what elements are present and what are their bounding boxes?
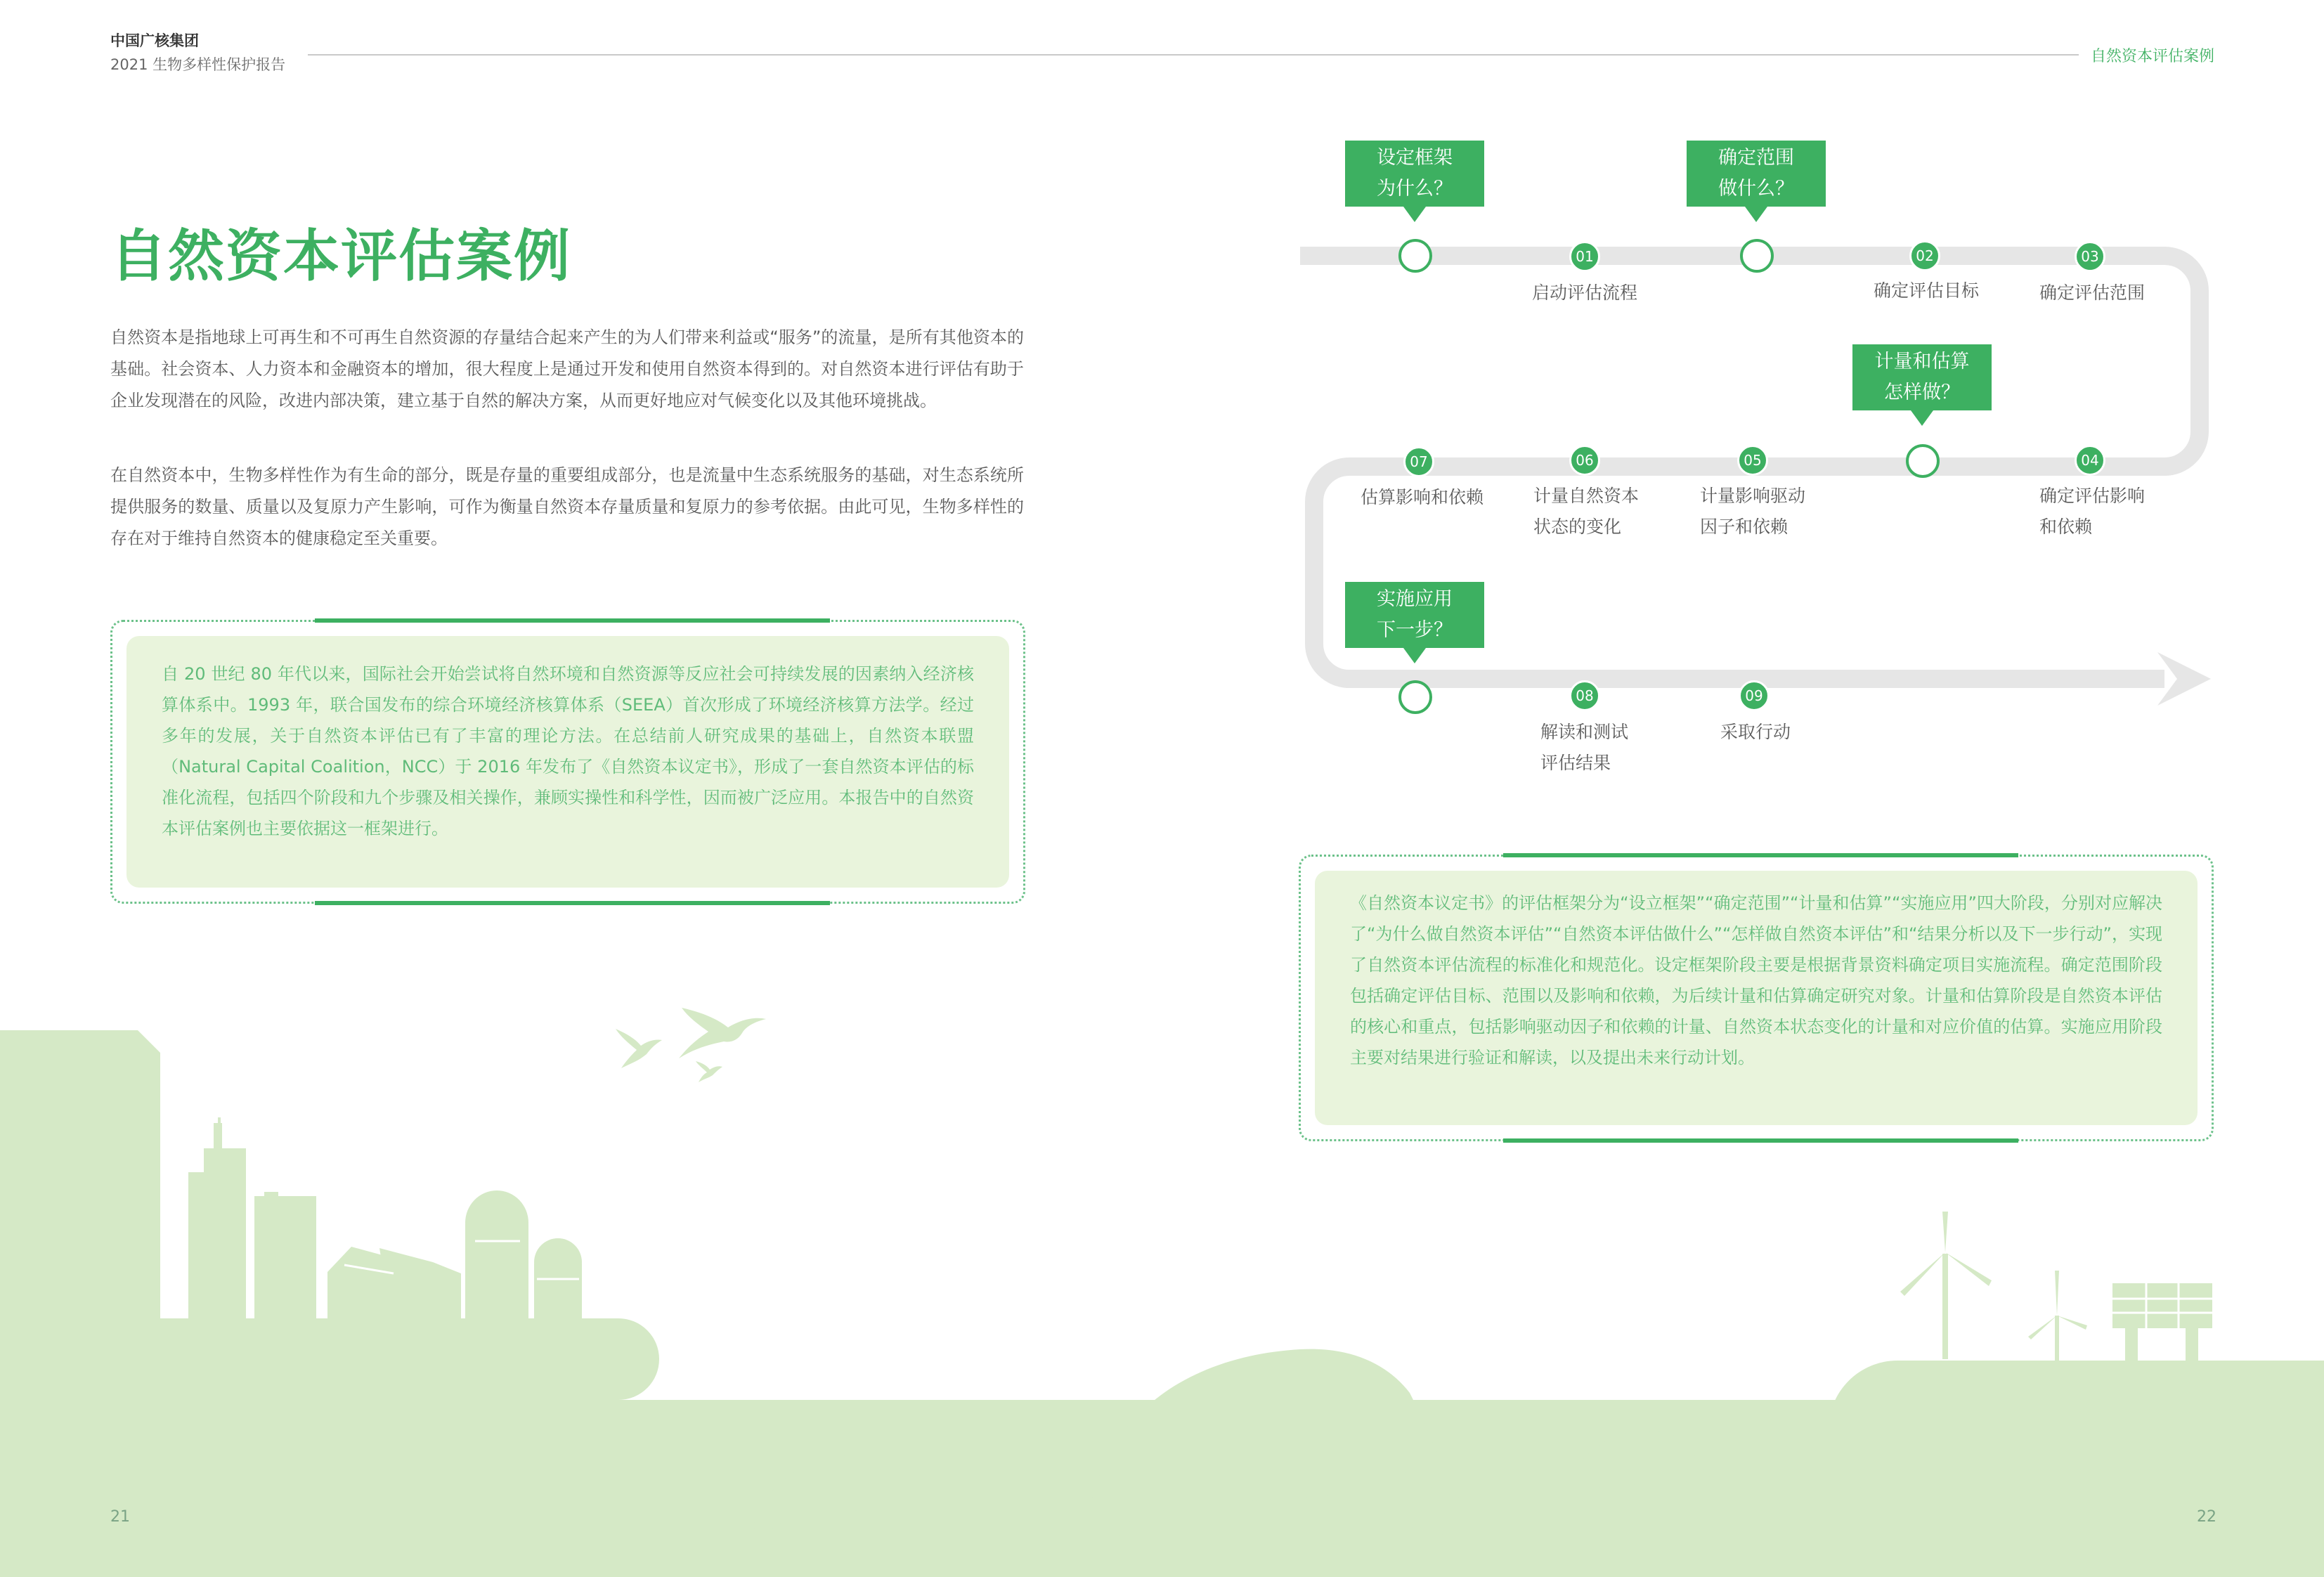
stage-callout-line-1: 计量和估算: [1874, 351, 1970, 372]
stage-callout-line-2: 做什么？: [1718, 178, 1794, 200]
step-number-02: 02: [1909, 240, 1940, 271]
framework-box-inner: [1315, 871, 2198, 1125]
step-label-05: [1700, 481, 1805, 543]
stage-callout-measure: [1852, 344, 1992, 410]
step-label-01: [1532, 278, 1637, 309]
step-number-07: 07: [1403, 446, 1434, 477]
stage-callout-apply: [1345, 582, 1484, 648]
step-number-01: 01: [1569, 241, 1600, 272]
stage-marker-framework: [1398, 239, 1432, 273]
step-number-05: 05: [1737, 445, 1768, 476]
stage-callout-line-2: 下一步？: [1377, 619, 1453, 641]
stage-callout-line-2: 怎样做？: [1884, 382, 1960, 403]
step-label-04: [2039, 481, 2145, 543]
stage-callout-line-1: 实施应用: [1377, 588, 1453, 610]
header-divider: [308, 54, 2079, 56]
box-top-bar: [315, 618, 830, 623]
stage-callout-line-1: 设定框架: [1377, 147, 1453, 169]
step-number-09: 09: [1739, 680, 1770, 711]
box-bottom-bar: [1503, 1138, 2018, 1143]
stage-callout-line-2: 为什么？: [1377, 178, 1453, 200]
step-label-line: 状态的变化: [1533, 517, 1622, 537]
step-label-08: [1540, 717, 1628, 779]
step-label-03: [2039, 278, 2145, 309]
stage-callout-scope: [1687, 141, 1826, 207]
framework-box: [1299, 855, 2214, 1141]
step-number-08: 08: [1569, 680, 1600, 711]
step-label-line: 和依赖: [2039, 517, 2093, 537]
step-label-line: 因子和依赖: [1700, 517, 1789, 537]
section-title: 自然资本评估案例: [2090, 48, 2214, 65]
step-number-06: 06: [1569, 445, 1600, 476]
company-name: 中国广核集团: [110, 32, 199, 49]
page-number-right: 22: [2197, 1508, 2216, 1526]
step-label-line: 评估结果: [1540, 753, 1611, 773]
intro-paragraph-2: 在自然资本中，生物多样性作为有生命的部分，既是存量的重要组成部分，也是流量中生态系统服务的基础，对生态系统所提供服务的数量、质量以及复原力产生影响，可作为衡量自然资本存量质量和复原力的参考依据。由此可见，生物多样性的存在对于维持自然资本的健康稳定至关重要。: [110, 465, 1024, 548]
box-top-bar: [1503, 853, 2018, 857]
stage-marker-scope: [1740, 239, 1774, 273]
step-number-03: 03: [2075, 241, 2105, 272]
report-title: 2021 生物多样性保护报告: [110, 56, 286, 73]
step-label-line: 确定评估影响: [2039, 486, 2146, 506]
step-label-line: 启动评估流程: [1532, 283, 1638, 303]
step-label-line: 计量自然资本: [1533, 486, 1640, 506]
history-box: [110, 620, 1025, 904]
step-label-02: [1874, 275, 1979, 306]
framework-box-text: 《自然资本议定书》的评估框架分为“设立框架”“确定范围”“计量和估算”“实施应用”四大阶段，分别对应解决了“为什么做自然资本评估”“自然资本评估做什么”“怎样做自然资本评估”和“结果分析以及下一步行动”，实现了自然资本评估流程的标准化和规范化。设定框架阶段主要是根据背景资料确定项目实施流程。确定范围阶段包括确定评估目标、范围以及影响和依赖，为后续计量和估算确定研究对象。计量和估算阶段是自然资本评估的核心和重点，包括影响驱动因子和依赖的计量、自然资本状态变化的计量和对应价值的估算。实施应用阶段主要对结果进行验证和解读，以及提出未来行动计划。: [1350, 893, 2162, 1067]
stage-callout-framework: [1345, 141, 1484, 207]
stage-callout-line-1: 确定范围: [1718, 147, 1794, 169]
step-label-line: 确定评估目标: [1874, 280, 1980, 301]
step-number-04: 04: [2075, 445, 2105, 476]
step-label-09: [1720, 717, 1791, 748]
step-label-07: [1361, 482, 1484, 513]
step-label-line: 估算影响和依赖: [1361, 487, 1484, 507]
page-number-left: 21: [110, 1508, 130, 1526]
stage-marker-apply: [1398, 680, 1432, 714]
step-label-line: 采取行动: [1720, 722, 1791, 742]
page-title: 自然资本评估案例: [110, 223, 571, 289]
box-bottom-bar: [315, 901, 830, 905]
step-label-line: 确定评估范围: [2039, 283, 2146, 303]
step-label-line: 解读和测试: [1540, 722, 1629, 742]
history-box-inner: [126, 636, 1009, 888]
stage-marker-measure: [1906, 444, 1940, 478]
step-label-line: 计量影响驱动: [1700, 486, 1806, 506]
intro-paragraph-1: 自然资本是指地球上可再生和不可再生自然资源的存量结合起来产生的为人们带来利益或“服务”的流量，是所有其他资本的基础。社会资本、人力资本和金融资本的增加，很大程度上是通过开发和使用自然资本得到的。对自然资本进行评估有助于企业发现潜在的风险，改进内部决策，建立基于自然的解决方案，从而更好地应对气候变化以及其他环境挑战。: [110, 327, 1024, 410]
step-label-06: [1533, 481, 1639, 543]
history-box-text: 自 20 世纪 80 年代以来，国际社会开始尝试将自然环境和自然资源等反应社会可持续发展的因素纳入经济核算体系中。1993 年，联合国发布的综合环境经济核算体系（SEEA）首次形成了环境经济核算方法学。经过多年的发展，关于自然资本评估已有了丰富的理论方法。在总结前人研究成果的基础上，自然资本联盟（Natural Capital Coalition，NCC）于 2016 年发布了《自然资本议定书》，形成了一套自然资本评估的标准化流程，包括四个阶段和九个步骤及相关操作，兼顾实操性和科学性，因而被广泛应用。本报告中的自然资本评估案例也主要依据这一框架进行。: [162, 664, 974, 838]
